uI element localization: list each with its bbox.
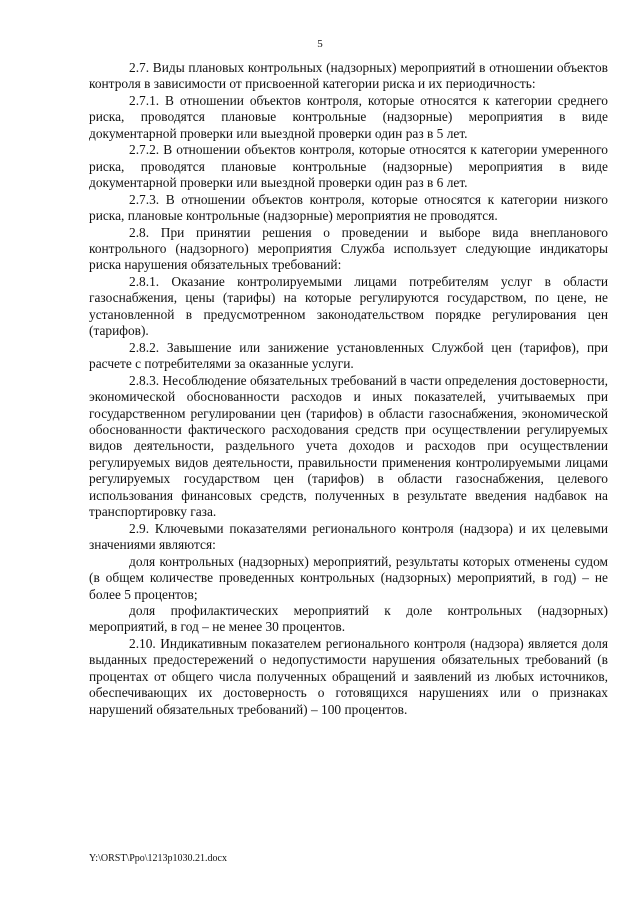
paragraph-2-9-indicator-1: доля контрольных (надзорных) мероприятий, результаты которых отменены судом (в общем количестве проведенных контрольных (надзорных) мероприятий, в год) – не более 5 процентов;	[89, 553, 608, 602]
paragraph-2-9-indicator-2: доля профилактических мероприятий к доле контрольных (надзорных) мероприятий, в год – не менее 30 процентов.	[89, 602, 608, 635]
paragraph-2-10: 2.10. Индикативным показателем регионального контроля (надзора) является доля выданных предостережений о недопустимости нарушения обязательных требований (в процентах от общего числа полученных обращений и заявлений из любых источников, обеспечивающих их достоверность о готовящихся нарушениях или о признаках нарушений обязательных требований) – 100 процентов.	[89, 635, 608, 717]
page-number: 5	[317, 38, 323, 50]
paragraph-2-7-1: 2.7.1. В отношении объектов контроля, которые относятся к категории среднего риска, проводятся плановые контрольные (надзорные) мероприятия в виде документарной проверки или выездной проверки один раз в 5 лет.	[89, 92, 608, 141]
paragraph-2-9: 2.9. Ключевыми показателями регионального контроля (надзора) и их целевыми значениями являются:	[89, 520, 608, 553]
paragraph-2-8-1: 2.8.1. Оказание контролируемыми лицами потребителям услуг в области газоснабжения, цены (тарифы) на которые регулируются государством, по цене, не установленной в предусмотренном законодательством порядке регулирования цен (тарифов).	[89, 273, 608, 339]
paragraph-2-8-2: 2.8.2. Завышение или занижение установленных Службой цен (тарифов), при расчете с потребителями за оказанные услуги.	[89, 339, 608, 372]
document-body	[89, 60, 608, 718]
footer-file-path: Y:\ORST\Ppo\1213p1030.21.docx	[89, 853, 227, 864]
paragraph-2-7-3: 2.7.3. В отношении объектов контроля, которые относятся к категории низкого риска, плановые контрольные (надзорные) мероприятия не проводятся.	[89, 191, 608, 224]
paragraph-2-8-3: 2.8.3. Несоблюдение обязательных требований в части определения достоверности, экономической обоснованности расходов и иных показателей, учитываемых при государственном регулировании цен (тарифов) в области газоснабжения, экономической обоснованности фактического расходования средств при осуществлении регулируемых видов деятельности, раздельного учета доходов и расходов при осуществлении регулируемых видов деятельности, правильности применения контролируемыми лицами регулируемых государством цен (тарифов) в области газоснабжения, целевого использования финансовых средств, полученных в результате введения надбавок на транспортировку газа.	[89, 372, 608, 520]
paragraph-2-7: 2.7. Виды плановых контрольных (надзорных) мероприятий в отношении объектов контроля в зависимости от присвоенной категории риска и их периодичность:	[89, 60, 608, 92]
paragraph-2-8: 2.8. При принятии решения о проведении и выборе вида внепланового контрольного (надзорного) мероприятия Служба использует следующие индикаторы риска нарушения обязательных требований:	[89, 224, 608, 273]
paragraph-2-7-2: 2.7.2. В отношении объектов контроля, которые относятся к категории умеренного риска, проводятся плановые контрольные (надзорные) мероприятия в виде документарной проверки или выездной проверки один раз в 6 лет.	[89, 142, 608, 191]
